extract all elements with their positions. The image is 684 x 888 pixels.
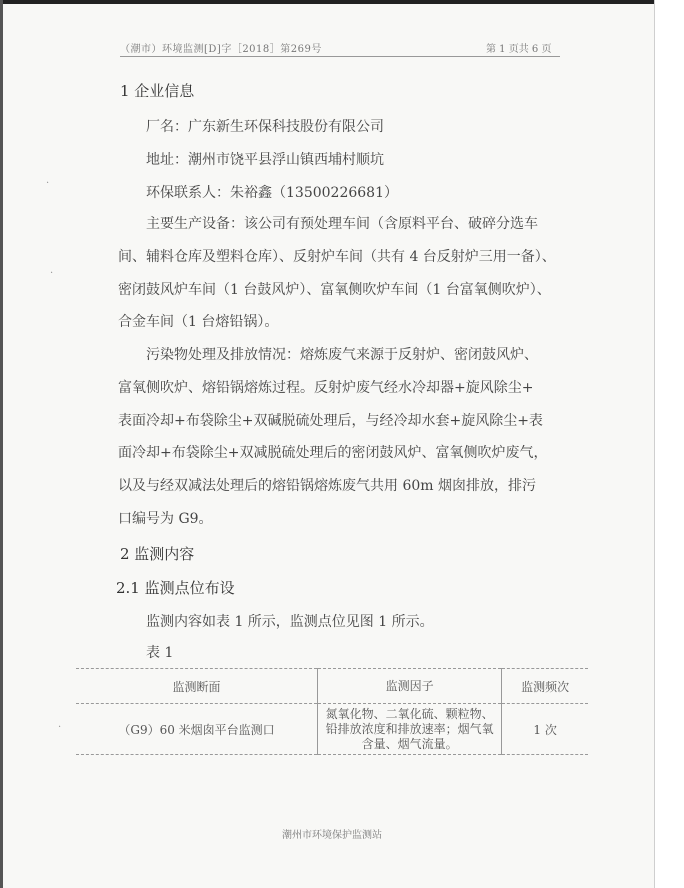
monitoring-intro: 监测内容如表 1 所示，监测点位见图 1 所示。: [146, 614, 434, 630]
factor-line: 铅排放浓度和排放速率；烟气氧: [325, 721, 494, 736]
cell-section: （G9）60 米烟囱平台监测口: [76, 704, 318, 755]
column-header-frequency: 监测频次: [502, 669, 588, 704]
equipment-line: 合金车间（1 台熔铅锅）。: [118, 314, 279, 331]
pollution-line: 以及与经双减法处理后的熔铅锅熔炼废气共用 60m 烟囱排放，排污: [118, 478, 536, 495]
section-heading-monitoring: 2 监测内容: [120, 545, 195, 563]
pollution-paragraph: [118, 339, 558, 536]
footer-organization: 潮州市环境保护监测站: [282, 830, 382, 841]
subsection-heading-points: 2.1 监测点位布设: [116, 579, 235, 597]
equipment-line: 主要生产设备：该公司有预处理车间（含原料平台、破碎分选车: [146, 216, 538, 232]
monitoring-table: [76, 668, 588, 755]
company-address: 地址：潮州市饶平县浮山镇西埔村顺坑: [146, 152, 384, 168]
header-divider: [120, 56, 560, 57]
table-header-row: [76, 669, 588, 704]
document-reference: （潮市）环境监测[D]字［2018］第269号: [120, 44, 322, 55]
table-row: [76, 704, 588, 755]
section-heading-company-info: 1 企业信息: [120, 82, 195, 100]
pollution-line: 污染物处理及排放情况：熔炼废气来源于反射炉、密闭鼓风炉、: [146, 347, 538, 363]
environment-contact: 环保联系人：朱裕鑫（13500226681）: [146, 185, 398, 201]
scan-speck: ·: [46, 178, 50, 189]
pollution-line: 富氧侧吹炉、熔铅锅熔炼过程。反射炉废气经水冷却器+旋风除尘+: [118, 379, 534, 396]
pollution-line: 口编号为 G9。: [118, 510, 213, 527]
column-header-factor: 监测因子: [318, 669, 502, 704]
company-name: 厂名：广东新生环保科技股份有限公司: [146, 119, 384, 135]
equipment-line: 间、辅料仓库及塑料仓库）、反射炉车间（共有 4 台反射炉三用一备）、: [118, 248, 556, 265]
scan-margin-right: [654, 0, 684, 888]
page-number: 第 1 页共 6 页: [486, 44, 552, 55]
main-equipment-paragraph: [118, 208, 558, 339]
factor-line: 氮氧化物、二氧化硫、颗粒物、: [325, 706, 494, 721]
column-header-section: 监测断面: [76, 669, 318, 704]
cell-frequency: 1 次: [502, 704, 588, 755]
scan-speck: ·: [58, 722, 62, 733]
cell-factor: [318, 704, 502, 755]
scan-border-top: [0, 0, 684, 4]
pollution-line: 表面冷却+布袋除尘+双碱脱硫处理后，与经冷却水套+旋风除尘+表: [118, 412, 543, 429]
table-caption: 表 1: [146, 645, 174, 661]
equipment-line: 密闭鼓风炉车间（1 台鼓风炉）、富氧侧吹炉车间（1 台富氧侧吹炉）、: [118, 281, 551, 298]
factor-line: 含量、烟气流量。: [361, 736, 458, 751]
scan-speck: ·: [50, 268, 54, 279]
scan-border-left: [0, 0, 3, 888]
pollution-line: 面冷却+布袋除尘+双减脱硫处理后的密闭鼓风炉、富氧侧吹炉废气，: [118, 445, 548, 462]
